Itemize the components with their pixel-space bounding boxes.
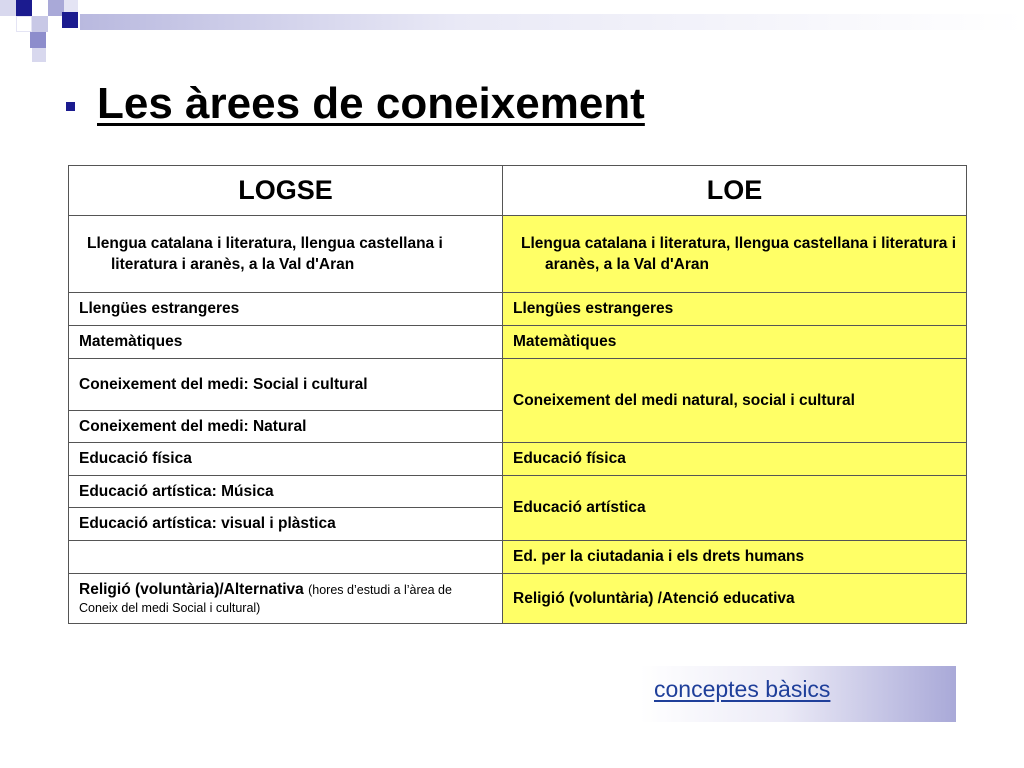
table-cell-logse: Matemàtiques	[69, 326, 503, 359]
table-cell-loe: Matemàtiques	[503, 326, 967, 359]
table-cell-loe: Ed. per la ciutadania i els drets humans	[503, 541, 967, 574]
title-row	[66, 74, 645, 134]
title-bullet-icon	[66, 102, 75, 111]
table-cell-loe: Religió (voluntària) /Atenció educativa	[503, 574, 967, 624]
table-cell-logse: Coneixement del medi: Natural	[69, 411, 503, 443]
conceptes-basics-link[interactable]: conceptes bàsics	[654, 676, 831, 702]
table-cell-logse: Llengua catalana i literatura, llengua castellana i literatura i aranès, a la Val d'Aran	[69, 216, 503, 293]
table-cell-loe: Llengua catalana i literatura, llengua castellana i literatura i aranès, a la Val d'Aran	[503, 216, 967, 293]
table-cell-logse	[69, 541, 503, 574]
header-logse: LOGSE	[69, 166, 503, 216]
religio-logse-label: Religió (voluntària)/Alternativa	[79, 580, 304, 598]
areas-table	[68, 165, 967, 624]
table-cell-logse: Coneixement del medi: Social i cultural	[69, 359, 503, 411]
table-cell-logse: Educació física	[69, 443, 503, 476]
conceptes-basics-button[interactable]	[640, 666, 956, 722]
page-title: Les àrees de coneixement	[97, 79, 645, 128]
table-cell-logse: Educació artística: Música	[69, 476, 503, 508]
table-cell-logse: Llengües estrangeres	[69, 293, 503, 326]
table-cell-loe: Llengües estrangeres	[503, 293, 967, 326]
table-cell-logse: Educació artística: visual i plàstica	[69, 508, 503, 541]
religio-logse-note: (hores d’estudi a l’àrea de Coneix del medi Social i cultural)	[79, 582, 452, 615]
table-cell-loe: Educació artística	[503, 476, 967, 541]
table-cell-logse	[69, 574, 503, 624]
header-loe: LOE	[503, 166, 967, 216]
table-cell-loe: Coneixement del medi natural, social i cultural	[503, 359, 967, 443]
table-cell-loe: Educació física	[503, 443, 967, 476]
